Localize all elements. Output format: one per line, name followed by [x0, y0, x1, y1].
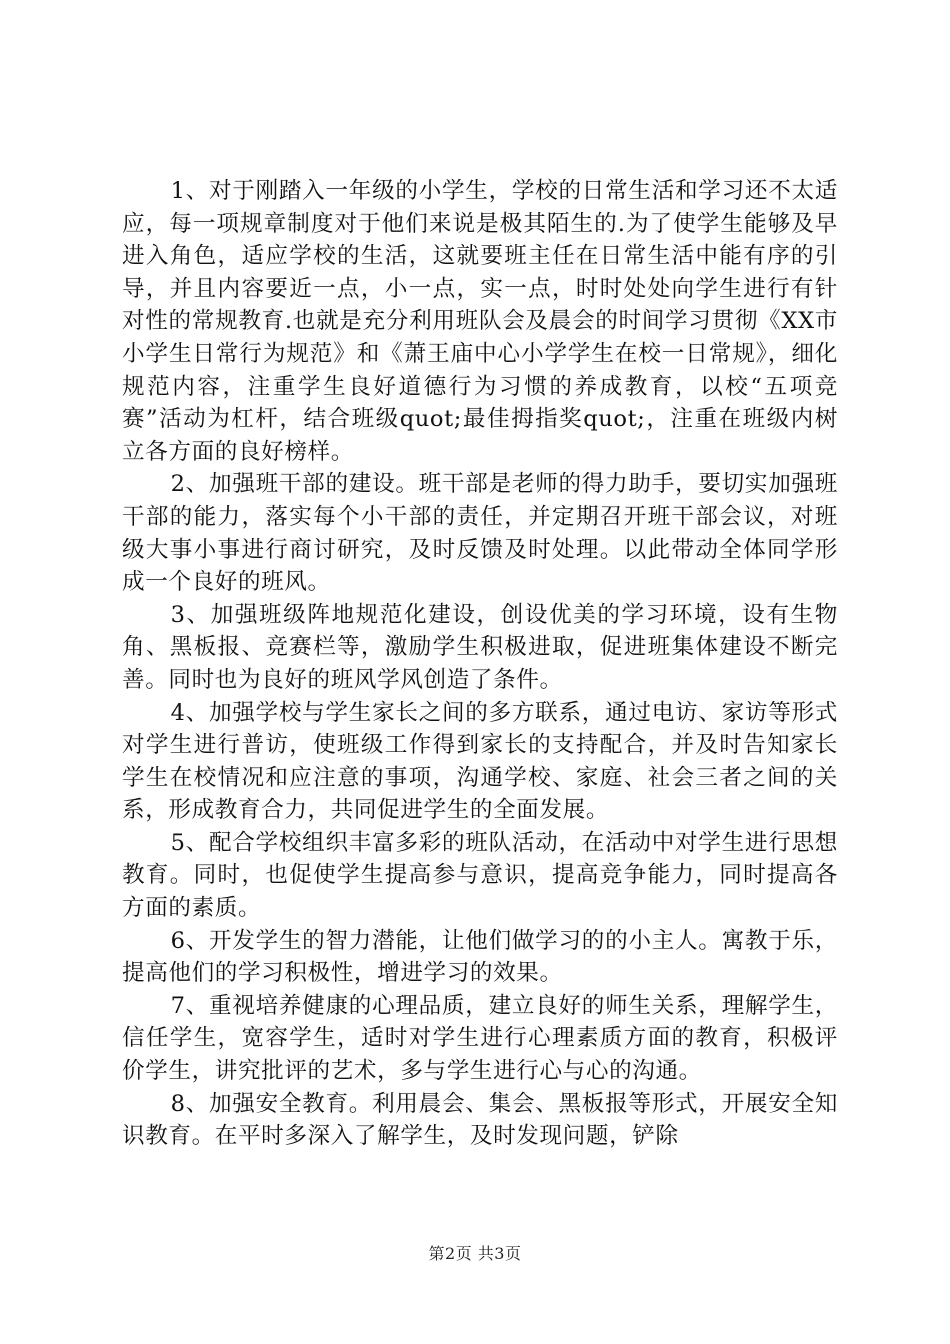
paragraph-2: 2、加强班干部的建设。班干部是老师的得力助手，要切实加强班干部的能力，落实每个小干部的责任，并定期召开班干部会议，对班级大事小事进行商讨研究，及时反馈及时处理。以此带动全体同学形成一个良好的班风。 [122, 471, 838, 596]
paragraph-1: 1、对于刚踏入一年级的小学生，学校的日常生活和学习还不太适应，每一项规章制度对于他们来说是极其陌生的.为了使学生能够及早进入角色，适应学校的生活，这就要班主任在日常生活中能有序的引导，并且内容要近一点，小一点，实一点，时时处处向学生进行有针对性的常规教育.也就是充分利用班队会及晨会的时间学习贯彻《XX市小学生日常行为规范》和《萧王庙中心小学学生在校一日常规》，细化规范内容，注重学生良好道德行为习惯的养成教育，以校“五项竞赛”活动为杠杆，结合班级quot;最佳拇指奖quot;，注重在班级内树立各方面的良好榜样。 [122, 178, 838, 465]
paragraph-7: 7、重视培养健康的心理品质，建立良好的师生关系，理解学生，信任学生，宽容学生，适时对学生进行心理素质方面的教育，积极评价学生，讲究批评的艺术，多与学生进行心与心的沟通。 [122, 992, 838, 1085]
page-number-footer: 第2页 共3页 [428, 1244, 522, 1263]
paragraph-3: 3、加强班级阵地规范化建设，创设优美的学习环境，设有生物角、黑板报、竞赛栏等，激励学生积极进取，促进班集体建设不断完善。同时也为良好的班风学风创造了条件。 [122, 601, 838, 693]
paragraph-5: 5、配合学校组织丰富多彩的班队活动，在活动中对学生进行思想教育。同时，也促使学生提高参与意识，提高竞争能力，同时提高各方面的素质。 [122, 829, 838, 922]
document-body [122, 175, 838, 1153]
paragraph-8: 8、加强安全教育。利用晨会、集会、黑板报等形式，开展安全知识教育。在平时多深入了解学生，及时发现问题，铲除 [122, 1090, 838, 1150]
paragraph-6: 6、开发学生的智力潜能，让他们做学习的的小主人。寓教于乐，提高他们的学习积极性，增进学习的效果。 [122, 927, 838, 987]
paragraph-4: 4、加强学校与学生家长之间的多方联系，通过电访、家访等形式对学生进行普访，使班级工作得到家长的支持配合，并及时告知家长学生在校情况和应注意的事项，沟通学校、家庭、社会三者之间的关系，形成教育合力，共同促进学生的全面发展。 [122, 699, 838, 824]
